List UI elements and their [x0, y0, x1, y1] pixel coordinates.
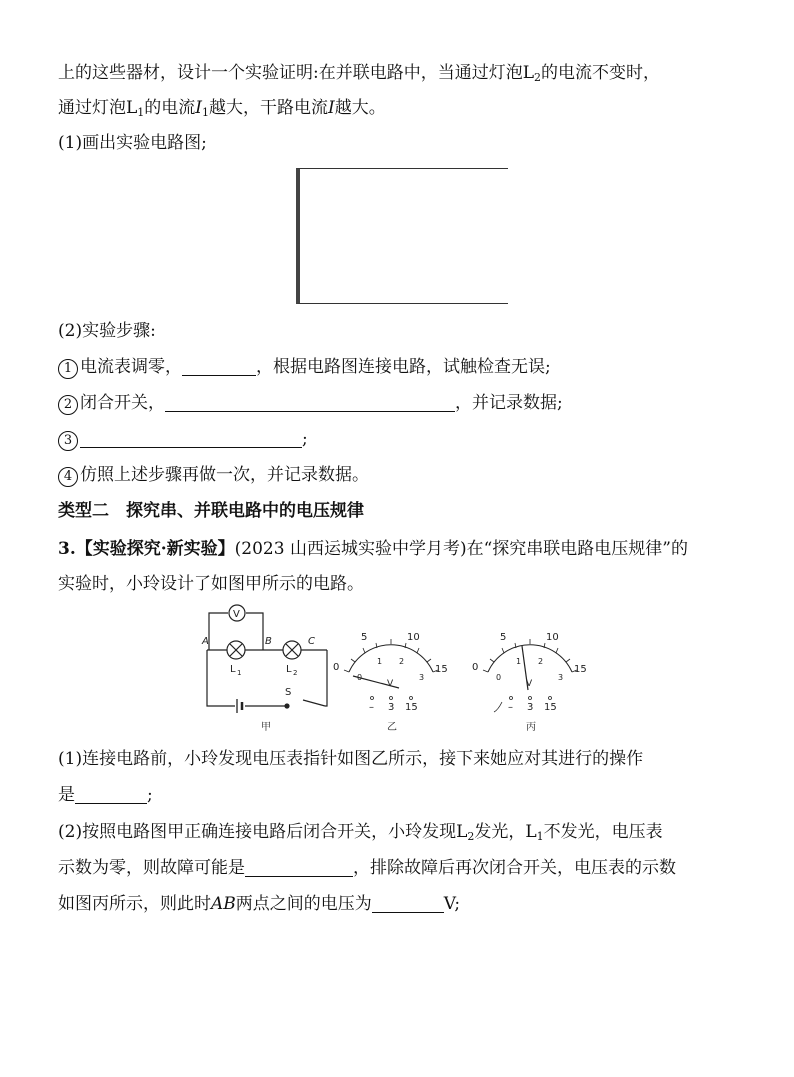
scale-arc — [488, 645, 572, 672]
terminal-label: – — [369, 702, 374, 713]
step-number: 3 — [58, 431, 78, 451]
text: 的电流不变时， — [541, 63, 661, 83]
node-label-C: C — [308, 636, 315, 647]
text: (1)画出实验电路图; — [58, 133, 207, 153]
outer-tick-label: 15 — [574, 664, 587, 675]
inner-tick-label: 0 — [357, 673, 363, 682]
text: 如图丙所示，则此时 — [58, 894, 211, 914]
text: 是 — [58, 785, 75, 805]
intro-line-2 — [58, 97, 386, 119]
terminal-label: 15 — [544, 702, 557, 713]
subquestion-2-line-3 — [58, 893, 460, 915]
text: ，并记录数据; — [455, 393, 563, 413]
text: (2)实验步骤: — [58, 321, 156, 341]
terminal-label: 15 — [405, 702, 418, 713]
outer-tick-label: 5 — [361, 632, 368, 643]
intro-line-1 — [58, 62, 660, 84]
terminal-dots — [510, 697, 552, 700]
figure-group — [195, 598, 605, 738]
wire — [325, 650, 327, 706]
subscript: 2 — [467, 830, 475, 843]
wire — [207, 650, 235, 706]
figure-caption-yi: 乙 — [387, 722, 397, 733]
subscript: 1 — [536, 830, 544, 843]
step-2 — [58, 392, 563, 415]
inner-tick-label: 3 — [419, 673, 425, 682]
circuit-diagram — [207, 605, 327, 713]
drawing-answer-box[interactable] — [296, 168, 508, 304]
text: V; — [443, 894, 461, 914]
text: 越大，干路电流 — [209, 98, 329, 118]
text: 通过灯泡L — [58, 98, 138, 118]
problem-3-line-2 — [58, 573, 364, 595]
question-1 — [58, 132, 207, 154]
subquestion-2-line-2 — [58, 857, 676, 879]
section-heading — [58, 500, 364, 522]
step-3 — [58, 428, 308, 451]
text: 越大。 — [334, 98, 386, 118]
scale-ticks — [483, 639, 577, 672]
inner-tick-label: 2 — [399, 657, 405, 666]
meter-unit: V — [526, 679, 533, 689]
switch-label: S — [285, 687, 292, 698]
voltmeter-wire — [246, 613, 263, 650]
text: 发光，L — [474, 822, 537, 842]
subscript: 2 — [534, 71, 542, 84]
variable-I: I — [328, 98, 335, 118]
text: 示数为零，则故障可能是 — [58, 858, 245, 878]
lamp-L1-label: L — [230, 664, 236, 675]
terminal-label: 3 — [388, 702, 395, 713]
text: 的电流 — [144, 98, 196, 118]
subquestion-1-line-1 — [58, 748, 643, 770]
step-number: 1 — [58, 359, 78, 379]
text: 上的这些器材，设计一个实验证明:在并联电路中，当通过灯泡L — [58, 63, 535, 83]
step-4 — [58, 464, 369, 487]
meter-unit: V — [387, 679, 394, 689]
subquestion-2-line-1 — [58, 821, 663, 843]
wire — [303, 700, 325, 706]
voltmeter-wire — [209, 613, 228, 650]
figure-caption-bing: 丙 — [526, 722, 536, 733]
outer-tick-label: 15 — [435, 664, 448, 675]
variable-I: I — [195, 98, 203, 118]
text: ; — [147, 785, 153, 805]
text: 电流表调零， — [80, 357, 182, 377]
terminal-label: 3 — [527, 702, 534, 713]
inner-tick-label: 1 — [516, 657, 522, 666]
lamp-L2-label: L — [286, 664, 292, 675]
text: (1)连接电路前，小玲发现电压表指针如图乙所示，接下来她应对其进行的操作 — [58, 749, 644, 769]
problem-tag: 【实验探究·新实验】 — [75, 539, 235, 559]
text: 实验时，小玲设计了如图甲所示的电路。 — [58, 574, 364, 594]
subscript: 1 — [202, 106, 210, 119]
text: (2023 山西运城实验中学月考)在“探究串联电路电压规律”的 — [234, 539, 688, 559]
inner-tick-label: 0 — [496, 673, 502, 682]
problem-3-line-1 — [58, 538, 688, 560]
inner-tick-label: 2 — [538, 657, 544, 666]
variable-AB: AB — [211, 894, 236, 914]
outer-tick-label: 10 — [407, 632, 420, 643]
answer-blank[interactable] — [372, 894, 444, 913]
text: 闭合开关， — [80, 393, 165, 413]
subscript: 1 — [137, 106, 145, 119]
inner-tick-label: 1 — [377, 657, 383, 666]
answer-blank[interactable] — [165, 393, 455, 412]
subquestion-1-line-2 — [58, 784, 153, 806]
terminal-dots — [371, 697, 413, 700]
text: 类型二 探究串、并联电路中的电压规律 — [58, 501, 364, 521]
outer-tick-label: 0 — [472, 662, 479, 673]
question-2 — [58, 320, 156, 342]
voltmeter-label: V — [233, 609, 240, 620]
text: ; — [302, 429, 308, 449]
text: 两点之间的电压为 — [235, 894, 372, 914]
problem-number: 3. — [58, 539, 76, 559]
switch-icon — [285, 704, 289, 708]
terminal-wire — [494, 702, 502, 712]
circuit-and-meters-figure — [195, 598, 605, 738]
answer-blank[interactable] — [182, 357, 256, 376]
text: (2)按照电路图甲正确连接电路后闭合开关，小玲发现L — [58, 822, 468, 842]
text: ，根据电路图连接电路，试触检查无误; — [256, 357, 551, 377]
outer-tick-label: 5 — [500, 632, 507, 643]
step-number: 2 — [58, 395, 78, 415]
voltmeter-bing — [472, 632, 587, 733]
step-number: 4 — [58, 467, 78, 487]
text: ，排除故障后再次闭合开关，电压表的示数 — [353, 858, 676, 878]
node-label-B: B — [265, 636, 272, 647]
outer-tick-label: 10 — [546, 632, 559, 643]
text: 仿照上述步骤再做一次，并记录数据。 — [80, 465, 369, 485]
lamp-L1-label-sub: 1 — [237, 669, 242, 677]
text: 不发光，电压表 — [543, 822, 663, 842]
answer-blank[interactable] — [75, 785, 147, 804]
answer-blank[interactable] — [245, 858, 353, 877]
terminal-label: – — [508, 702, 513, 713]
lamp-L2-label-sub: 2 — [293, 669, 298, 677]
step-1 — [58, 356, 551, 379]
voltmeter-yi — [333, 632, 448, 733]
outer-tick-label: 0 — [333, 662, 340, 673]
node-label-A: A — [202, 636, 209, 647]
answer-blank[interactable] — [80, 429, 302, 448]
scale-arc — [349, 645, 433, 672]
figure-caption-jia: 甲 — [261, 722, 271, 733]
inner-tick-label: 3 — [558, 673, 564, 682]
scale-ticks — [344, 639, 438, 672]
